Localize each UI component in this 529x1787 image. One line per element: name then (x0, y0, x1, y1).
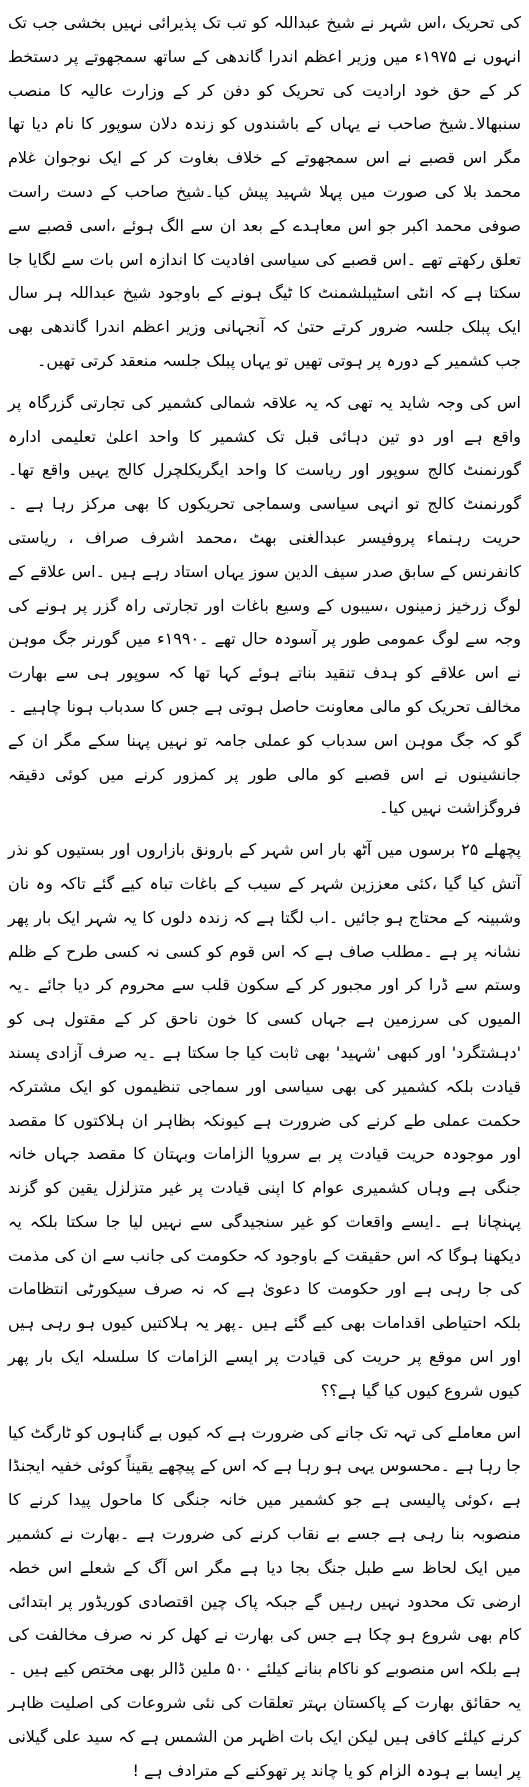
article-paragraph: پچھلے ۲۵ برسوں میں آٹھ بار اس شہر کے بارونق بازاروں اور بستیوں کو نذر آتش کیا گیا ،کئی معززین شہر کے سیب کے باغات تباہ کیے گئے تاکہ وہ نان وشبینہ کے محتاج ہو جائیں ۔اب لگتا ہے کہ زندہ دلوں کا یہ شہر ایک بار پھر نشانہ پر ہے ۔مطلب صاف ہے کہ اس قوم کو کسی نہ کسی طرح کے ظلم وستم سے ڈرا کر اور مجبور کر کے سکون قلب سے محروم کر دیا جائے ۔یہ المیوں کی سرزمین ہے جہاں کسی کا خون ناحق کر کے مقتول ہی کو 'دہشتگرد' اور کبھی 'شہید' بھی ثابت کیا جا سکتا ہے ۔یہ صرف آزادی پسند قیادت بلکہ کشمیر کی بھی سیاسی اور سماجی تنظیموں کو ایک مشترکہ حکمت عملی طے کرنے کی ضرورت ہے کیونکہ بظاہر ان ہلاکتوں کا مقصد اور موجودہ حریت قیادت پر بے سروپا الزامات وبہتان کا مقصد جہاں خانہ جنگی ہے وہاں کشمیری عوام کا اپنی قیادت پر غیر متزلزل یقین کو گزند پہنچانا ہے ۔ایسے واقعات کو غیر سنجیدگی سے نہیں لیا جا سکتا بلکہ یہ دیکھنا ہوگا کہ اس حقیقت کے باوجود کہ حکومت کی جانب سے ان کی مذمت کی جا رہی ہے اور حکومت کا دعویٰ ہے کہ نہ صرف سیکورٹی انتظامات بلکہ احتیاطی اقدامات بھی کیے گئے ہیں ۔پھر یہ ہلاکتیں کیوں ہو رہی ہیں اور اس موقع پر حریت کی قیادت پر ایسے الزامات کا سلسلہ ایک بار پھر کیوں شروع کیوں کیا گیا ہے؟؟ (8, 840, 521, 1400)
article-paragraph: اس معاملے کی تہہ تک جانے کی ضرورت ہے کہ کیوں بے گناہوں کو ٹارگٹ کیا جا رہا ہے ۔محسوس یہی ہو رہا ہے کہ اس کے پیچھے یقیناً کوئی خفیہ ایجنڈا ہے ،کوئی پالیسی ہے جو کشمیر میں خانہ جنگی کا ماحول پیدا کرنے کا منصوبہ بنا رہی ہے جسے بے نقاب کرنے کی ضرورت ہے ۔بھارت نے کشمیر میں ایک لحاظ سے طبل جنگ بجا دیا ہے مگر اس آگ کے شعلے اس خطہ ارضی تک محدود نہیں رہیں گے جبکہ پاک چین اقتصادی کوریڈور پر ابتدائی کام بھی شروع ہو چکا ہے جس کی بھارت نے کھل کر نہ صرف مخالفت کی ہے بلکہ اس منصوبے کو ناکام بنانے کیلئے ۵۰۰ ملین ڈالر بھی مختص کیے ہیں ۔یہ حقائق بھارت کے پاکستان بہتر تعلقات کی نئی شروعات کی اصلیت ظاہر کرنے کیلئے کافی ہیں لیکن ایک بات اظہر من الشمس ہے کہ سید علی گیلانی پر ایسا بے ہودہ الزام کو یا چاند پر تھوکنے کے مترادف ہے ! (8, 1422, 522, 1780)
article-paragraph: اس کی وجہ شاید یہ تھی کہ یہ علاقہ شمالی کشمیر کی تجارتی گزرگاہ پر واقع ہے اور دو تین دہائی قبل تک کشمیر کا واحد اعلیٰ تعلیمی ادارہ گورنمنٹ کالج سوپور اور ریاست کا واحد ایگریکلچرل کالج یہیں واقع تھا۔گورنمنٹ کالج تو انہی سیاسی وسماجی تحریکوں کا بھی مرکز رہا ہے ۔حریت رہنماء پروفیسر عبدالغنی بھٹ ،محمد اشرف صراف ، ریاستی کانفرنس کے سابق صدر سیف الدین سوز یہاں استاد رہے ہیں ۔اس علاقے کے لوگ زرخیز زمینوں ،سیبوں کے وسیع باغات اور تجارتی راہ گزر پر ہونے کی وجہ سے لوگ عمومی طور پر آسودہ حال تھے ۔۱۹۹۰ء میں گورنر جگ موہن نے اس علاقے کو ہدف تنقید بناتے ہوئے کہا تھا کہ سوپور ہی سے بھارت مخالف تحریک کو مالی معاونت حاصل ہوتی ہے جس کا سدباب ہونا چاہیے ۔گو کہ جگ موہن اس سدباب کو عملی جامہ تو نہیں پہنا سکے مگر ان کے جانشینوں نے اس قصبے کو مالی طور پر کمزور کرنے میں کوئی دقیقہ فروگزاشت نہیں کیا۔ (8, 392, 522, 818)
article-paragraph: کی تحریک ،اس شہر نے شیخ عبداللہ کو تب تک پذیرائی نہیں بخشی جب تک انہوں نے ۱۹۷۵ء میں وزیر اعظم اندرا گاندھی کے ساتھ سمجھوتے پر دستخط کر کے حق خود ارادیت کی تحریک کو دفن کر کے وزارت عالیہ کا منصب سنبھالا۔شیخ صاحب نے یہاں کے باشندوں کو زندہ دلان سوپور کا نام دیا تھا مگر اس قصبے نے اس سمجھوتے کے خلاف بغاوت کر کے ایک نوجوان غلام محمد بلا کی صورت میں پہلا شہید پیش کیا۔شیخ صاحب کے دست راست صوفی محمد اکبر جو اس معاہدے کے بعد ان سے الگ ہوئے ،اسی قصبے سے تعلق رکھتے تھے ۔اس قصبے کی سیاسی افادیت کا اندازہ اس بات سے لگایا جا سکتا ہے کہ انٹی اسٹیبلشمنٹ کا ٹیگ ہونے کے باوجود شیخ عبداللہ ہر سال ایک پبلک جلسہ ضرور کرتے حتیٰ کہ آنجہانی وزیر اعظم اندرا گاندھی بھی جب کشمیر کے دورہ پر ہوتی تھیں تو یہاں پبلک جلسہ منعقد کرتی تھیں۔ (8, 13, 521, 370)
